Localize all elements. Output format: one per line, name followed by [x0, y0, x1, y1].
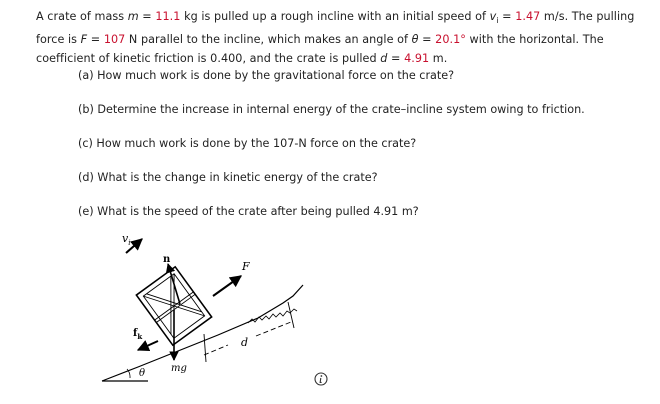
problem-statement	[36, 7, 636, 68]
problem-text: A crate of mass	[36, 10, 128, 23]
mg-label: mg	[171, 363, 187, 374]
question-d: (d) What is the change in kinetic energy of the crate?	[78, 171, 378, 184]
angle-symbol: θ	[411, 33, 419, 47]
problem-text: m/s. The pulling force is	[36, 10, 635, 47]
force-value: 107	[103, 33, 126, 47]
friction-arrow	[138, 341, 158, 350]
vi-label: $v_i$	[122, 232, 131, 247]
distance-value: 4.91	[404, 52, 430, 66]
problem-text: with the horizontal. The coefficient of kinetic friction is 0.400, and the crate is pulled	[36, 33, 604, 66]
distance-tick	[288, 302, 294, 328]
distance-tick	[204, 334, 206, 362]
problem-text: m.	[429, 52, 448, 66]
n-label: n	[163, 254, 171, 265]
fk-label: $f_k$	[133, 328, 143, 341]
speed-subscript: i	[496, 16, 499, 26]
problem-text: N parallel to the incline, which makes an angle of	[125, 33, 412, 47]
equals-sign: =	[498, 10, 516, 23]
angle-value: 20.1°	[435, 33, 466, 47]
question-e: (e) What is the speed of the crate after being pulled 4.91 m?	[78, 205, 419, 218]
info-icon[interactable]	[314, 372, 328, 386]
incline-figure	[98, 228, 313, 386]
mass-symbol: m	[127, 10, 139, 23]
distance-symbol: d	[380, 52, 388, 66]
question-c: (c) How much work is done by the 107-N force on the crate?	[78, 137, 417, 150]
theta-label: θ	[139, 368, 146, 379]
d-label: d	[241, 336, 249, 349]
equals-sign: =	[418, 33, 436, 47]
question-a: (a) How much work is done by the gravitational force on the crate?	[78, 69, 455, 82]
force-symbol: F	[80, 33, 88, 47]
equals-sign: =	[138, 10, 156, 23]
speed-symbol: v	[489, 10, 497, 23]
speed-value: 1.47	[515, 10, 541, 23]
question-b: (b) Determine the increase in internal energy of the crate–incline system owing to friction.	[78, 103, 585, 116]
equals-sign: =	[87, 33, 104, 47]
force-arrow	[213, 276, 241, 296]
equals-sign: =	[387, 52, 405, 66]
mass-value: 11.1	[155, 10, 181, 23]
problem-text: kg is pulled up a rough incline with an initial speed of	[180, 10, 490, 23]
F-label: F	[242, 260, 250, 273]
